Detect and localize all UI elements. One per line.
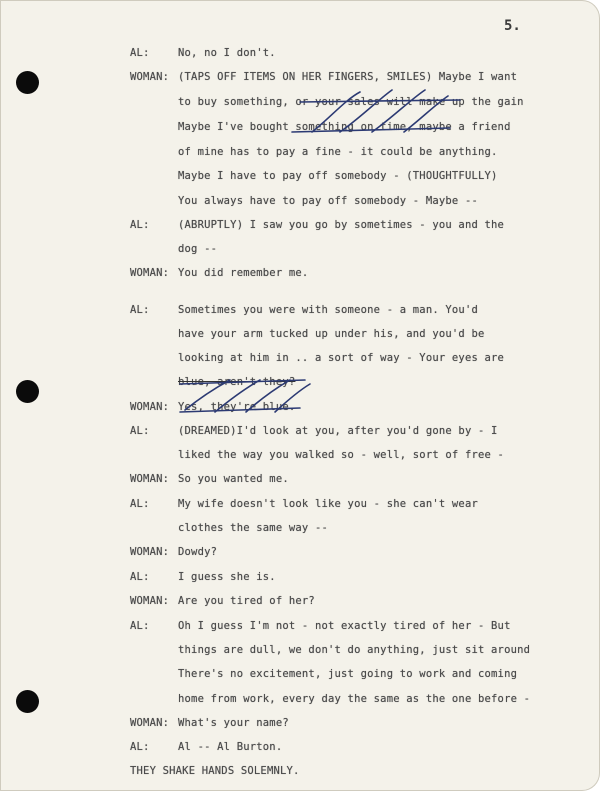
dialogue-line: of mine has to pay a fine - it could be anything. bbox=[178, 146, 498, 158]
speaker-label: AL: bbox=[130, 425, 150, 437]
speaker-label: AL: bbox=[130, 498, 150, 510]
speaker-label: WOMAN: bbox=[130, 71, 170, 83]
dialogue-line: home from work, every day the same as the one before - bbox=[178, 693, 531, 705]
dialogue-line: to buy something, or your sales will make up the gain bbox=[178, 96, 524, 108]
dialogue-line: Oh I guess I'm not - not exactly tired of her - But bbox=[178, 620, 511, 632]
speaker-label: WOMAN: bbox=[130, 717, 170, 729]
speaker-label: WOMAN: bbox=[130, 546, 170, 558]
speaker-label: AL: bbox=[130, 571, 150, 583]
dialogue-line: My wife doesn't look like you - she can't wear bbox=[178, 498, 478, 510]
speaker-label: AL: bbox=[130, 741, 150, 753]
dialogue-line: Maybe I've bought something on time, maybe a friend bbox=[178, 121, 511, 133]
speaker-label: WOMAN: bbox=[130, 267, 170, 279]
dialogue-line: have your arm tucked up under his, and you'd be bbox=[178, 328, 485, 340]
dialogue-line: There's no excitement, just going to work and coming bbox=[178, 668, 518, 680]
dialogue-line: Dowdy? bbox=[178, 546, 218, 558]
dialogue-line: I guess she is. bbox=[178, 571, 276, 583]
dialogue-line: You always have to pay off somebody - Maybe -- bbox=[178, 195, 478, 207]
dialogue-line: liked the way you walked so - well, sort of free - bbox=[178, 449, 505, 461]
speaker-label: AL: bbox=[130, 304, 150, 316]
speaker-label: WOMAN: bbox=[130, 473, 170, 485]
dialogue-line: No, no I don't. bbox=[178, 47, 276, 59]
speaker-label: AL: bbox=[130, 620, 150, 632]
dialogue-line: things are dull, we don't do anything, just sit around bbox=[178, 644, 531, 656]
dialogue-line: Are you tired of her? bbox=[178, 595, 315, 607]
dialogue-line: What's your name? bbox=[178, 717, 289, 729]
dialogue-line: Maybe I have to pay off somebody - (THOUGHTFULLY) bbox=[178, 170, 498, 182]
dialogue-line: (TAPS OFF ITEMS ON HER FINGERS, SMILES) Maybe I want bbox=[178, 71, 518, 83]
dialogue-line: Sometimes you were with someone - a man. You'd bbox=[178, 304, 478, 316]
speaker-label: WOMAN: bbox=[130, 595, 170, 607]
dialogue-line: dog -- bbox=[178, 243, 218, 255]
dialogue-line: You did remember me. bbox=[178, 267, 309, 279]
dialogue-line: clothes the same way -- bbox=[178, 522, 328, 534]
speaker-label: AL: bbox=[130, 219, 150, 231]
dialogue-line: So you wanted me. bbox=[178, 473, 289, 485]
dialogue-line: looking at him in .. a sort of way - Your eyes are bbox=[178, 352, 505, 364]
dialogue-line: (DREAMED)I'd look at you, after you'd gone by - I bbox=[178, 425, 498, 437]
page-number: 5. bbox=[504, 18, 521, 34]
binder-hole bbox=[16, 690, 39, 713]
speaker-label: WOMAN: bbox=[130, 401, 170, 413]
dialogue-line: Yes, they're blue. bbox=[178, 401, 296, 413]
dialogue-line: blue, aren't they? bbox=[178, 376, 296, 388]
dialogue-line: Al -- Al Burton. bbox=[178, 741, 283, 753]
stage-direction: THEY SHAKE HANDS SOLEMNLY. bbox=[130, 765, 300, 777]
binder-hole bbox=[16, 71, 39, 94]
binder-hole bbox=[16, 380, 39, 403]
dialogue-line: (ABRUPTLY) I saw you go by sometimes - you and the bbox=[178, 219, 505, 231]
speaker-label: AL: bbox=[130, 47, 150, 59]
